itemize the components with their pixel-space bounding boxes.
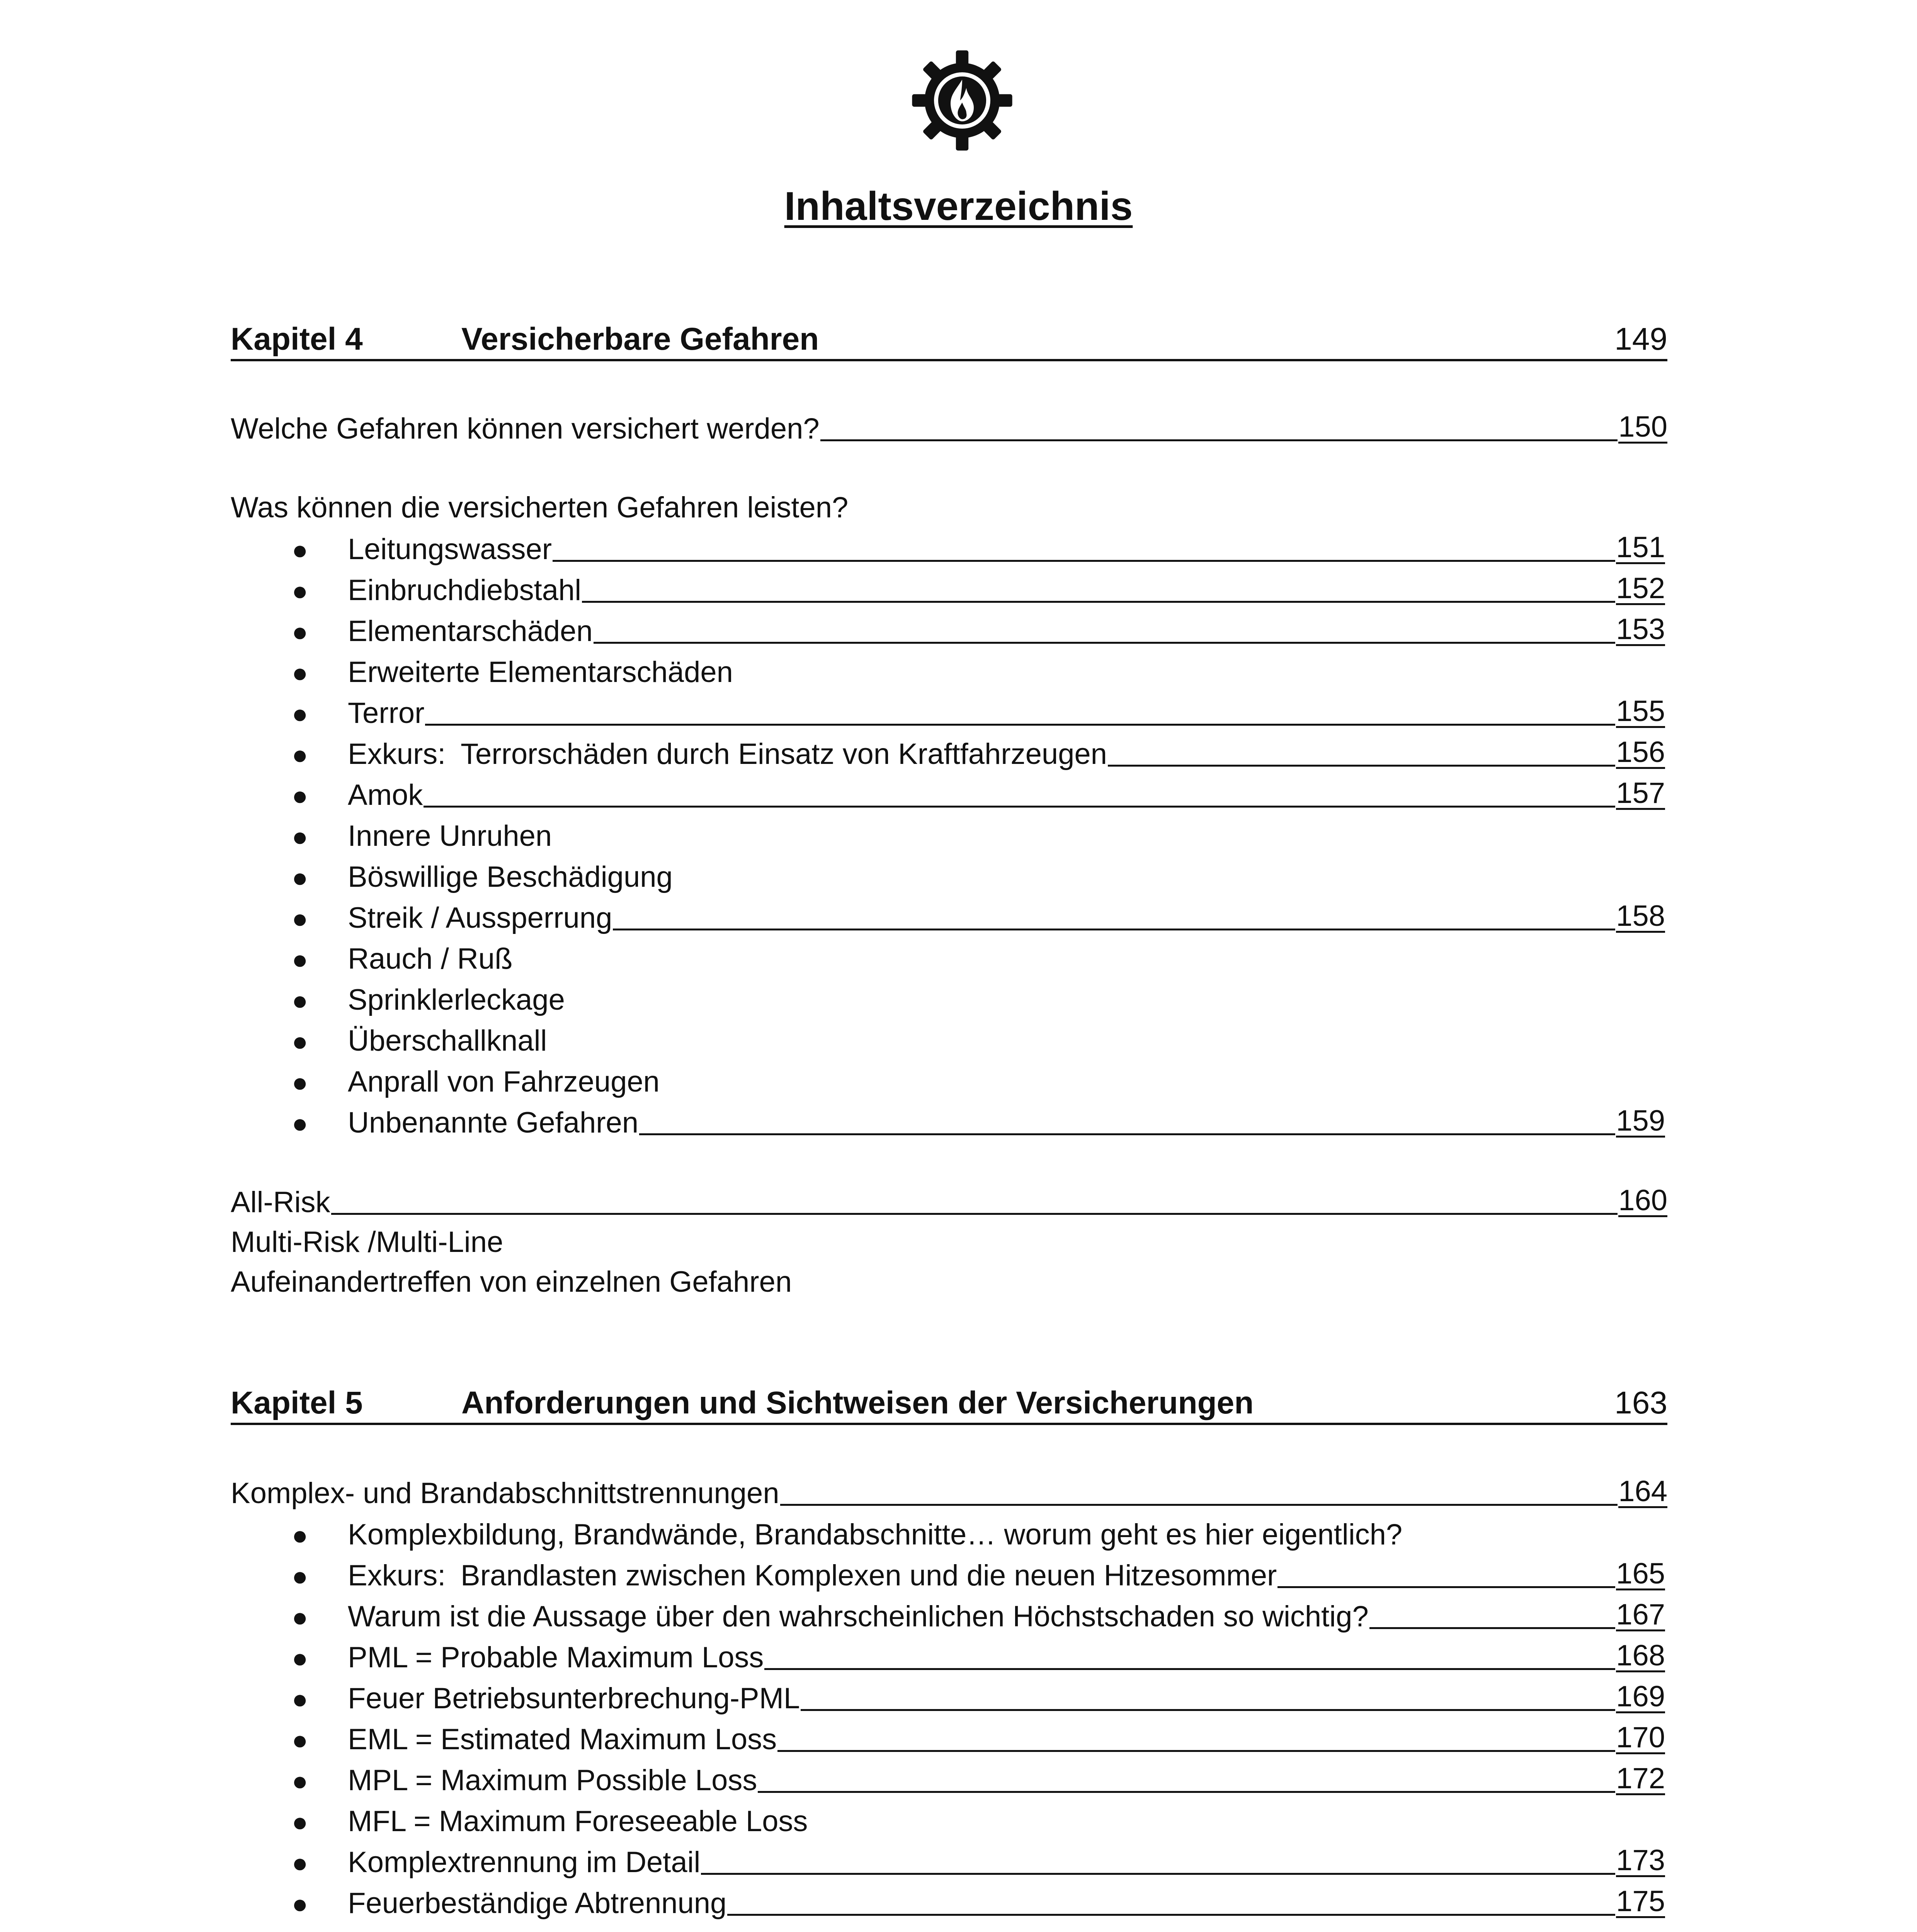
toc-subentry[interactable] (348, 1638, 1665, 1675)
entry-title: Böswillige Beschädigung (348, 861, 673, 893)
bullet-icon: ● (292, 1807, 308, 1837)
entry-title: Überschallknall (348, 1024, 547, 1057)
page-number: 155 (1616, 695, 1665, 728)
entry-text (348, 1807, 808, 1838)
bullet-icon: ● (292, 740, 308, 770)
bullet-icon: ● (292, 944, 308, 975)
leader-line (639, 1133, 1615, 1135)
leader-line (701, 1873, 1615, 1875)
toc-subentry[interactable] (348, 1556, 1665, 1593)
leader-line (424, 806, 1615, 808)
entry-text (348, 985, 565, 1017)
entry-text (231, 1228, 503, 1259)
page-number: 151 (1616, 531, 1665, 564)
leader-line (819, 359, 1614, 361)
entry-text (348, 1848, 700, 1879)
bullet-icon: ● (292, 1026, 308, 1056)
toc-subentry[interactable] (348, 939, 1665, 976)
chapter-heading[interactable] (231, 1383, 1667, 1425)
entry-text (348, 1766, 757, 1798)
toc-subentry[interactable] (348, 775, 1665, 812)
leader-line (764, 1668, 1615, 1670)
bullet-icon: ● (292, 1848, 308, 1878)
entry-text (348, 1889, 726, 1920)
bullet-icon: ● (292, 1520, 308, 1550)
bullet-icon: ● (292, 1889, 308, 1919)
entry-text (348, 1725, 777, 1757)
page-number: 153 (1616, 613, 1665, 646)
toc-subentry[interactable] (348, 652, 1665, 689)
entry-text (348, 781, 423, 812)
toc-entry[interactable] (231, 488, 1667, 525)
toc-subentry[interactable] (348, 570, 1665, 607)
chapter-title: Anforderungen und Sichtweisen der Versicherungen (461, 1385, 1254, 1425)
page-number: 158 (1616, 900, 1665, 932)
leader-line (758, 1791, 1615, 1793)
bullet-icon: ● (292, 1602, 308, 1632)
entry-text (348, 740, 1107, 771)
entry-title: Multi-Risk /Multi-Line (231, 1226, 503, 1259)
entry-text (231, 1479, 779, 1510)
toc-entry[interactable] (231, 409, 1667, 446)
entry-text (348, 903, 612, 935)
page-number: 159 (1616, 1104, 1665, 1137)
toc-subentry[interactable] (348, 898, 1665, 935)
page-number: 160 (1618, 1184, 1667, 1217)
bullet-icon: ● (292, 1108, 308, 1138)
page-number: 149 (1614, 321, 1667, 361)
page-number: 172 (1616, 1762, 1665, 1795)
entry-text (231, 1188, 330, 1219)
toc-subentry[interactable] (348, 1760, 1665, 1798)
entry-title: Innere Unruhen (348, 820, 552, 852)
page-number: 169 (1616, 1680, 1665, 1713)
toc-subentry[interactable] (348, 816, 1665, 853)
entry-title: Komplextrennung im Detail (348, 1846, 701, 1879)
bullet-icon: ● (292, 1561, 308, 1591)
page-number: 164 (1618, 1475, 1667, 1508)
entry-text (348, 821, 552, 853)
toc-subentry[interactable] (348, 529, 1665, 566)
page-title: Inhaltsverzeichnis (784, 184, 1133, 229)
entry-text (348, 535, 552, 566)
entry-text (348, 1643, 764, 1675)
bullet-icon: ● (292, 617, 308, 647)
leader-line (553, 560, 1615, 562)
leader-line (613, 929, 1615, 930)
entry-title: Warum ist die Aussage über den wahrscheinlichen Höchstschaden so wichtig? (348, 1600, 1369, 1633)
entry-text (348, 862, 673, 894)
chapter-heading[interactable] (231, 319, 1667, 361)
entry-title: Komplex- und Brandabschnittstrennungen (231, 1477, 779, 1510)
entry-prefix: Exkurs: (348, 1559, 446, 1592)
entry-title: EML = Estimated Maximum Loss (348, 1723, 777, 1756)
leader-line (1369, 1627, 1615, 1629)
toc-subentry[interactable] (348, 1021, 1665, 1058)
page-number: 167 (1616, 1598, 1665, 1631)
toc-subentry[interactable] (348, 611, 1665, 648)
bullet-icon: ● (292, 1684, 308, 1714)
page-number: 165 (1616, 1557, 1665, 1590)
toc-subentry[interactable] (348, 1719, 1665, 1757)
leader-line (727, 1914, 1615, 1916)
bullet-icon: ● (292, 781, 308, 811)
chapter-number: Kapitel 4 (231, 321, 461, 361)
page-number: 170 (1616, 1721, 1665, 1754)
entry-title: Leitungswasser (348, 533, 552, 566)
entry-title: Erweiterte Elementarschäden (348, 656, 733, 689)
leader-line (1254, 1423, 1614, 1425)
leader-line (1277, 1586, 1615, 1588)
toc-subentry[interactable] (348, 1801, 1665, 1838)
entry-title: Elementarschäden (348, 615, 593, 648)
bullet-icon: ● (292, 576, 308, 606)
entry-text (348, 1520, 1402, 1552)
toc-subentry[interactable] (348, 1679, 1665, 1716)
toc-subentry[interactable] (348, 1883, 1665, 1920)
entry-title: Anprall von Fahrzeugen (348, 1065, 660, 1098)
entry-title: Rauch / Ruß (348, 942, 513, 975)
chapter-number: Kapitel 5 (231, 1385, 461, 1425)
entry-title: Terrorschäden durch Einsatz von Kraftfahrzeugen (461, 738, 1107, 770)
bullet-icon: ● (292, 658, 308, 688)
page-number: 175 (1616, 1885, 1665, 1918)
toc-entry[interactable] (231, 1182, 1667, 1219)
leader-line (594, 642, 1615, 644)
entry-text (348, 1108, 638, 1140)
toc-subentry[interactable] (348, 1597, 1665, 1634)
toc-entry[interactable] (231, 1222, 1667, 1259)
toc-subentry[interactable] (348, 1062, 1665, 1099)
toc-subentry[interactable] (348, 1842, 1665, 1879)
leader-line (777, 1750, 1615, 1752)
page-number: 152 (1616, 572, 1665, 605)
leader-line (820, 439, 1618, 441)
leader-line (780, 1504, 1618, 1506)
entry-title: Welche Gefahren können versichert werden? (231, 412, 820, 445)
page-number: 173 (1616, 1844, 1665, 1877)
entry-title: PML = Probable Maximum Loss (348, 1641, 764, 1674)
leader-line (331, 1213, 1618, 1215)
leader-line (1108, 765, 1615, 767)
toc-subentry[interactable] (348, 1103, 1665, 1140)
entry-text (348, 699, 424, 730)
entry-text (348, 1067, 660, 1099)
leader-line (582, 601, 1615, 603)
page-number: 150 (1618, 410, 1667, 443)
entry-title: Streik / Aussperrung (348, 901, 612, 934)
leader-line (425, 724, 1615, 726)
entry-title: Unbenannte Gefahren (348, 1106, 639, 1139)
entry-title: All-Risk (231, 1186, 330, 1219)
entry-text (231, 1267, 792, 1299)
toc-subentry[interactable] (348, 980, 1665, 1017)
toc-entry[interactable] (231, 1262, 1667, 1299)
entry-text (348, 1602, 1369, 1634)
chapter-title: Versicherbare Gefahren (461, 321, 819, 361)
entry-title: Feuerbeständige Abtrennung (348, 1887, 727, 1920)
entry-text (348, 1561, 1277, 1593)
toc-subentry[interactable] (348, 734, 1665, 771)
page-number: 157 (1616, 777, 1665, 810)
entry-text (231, 493, 848, 525)
bullet-icon: ● (292, 699, 308, 729)
entry-title: Terror (348, 697, 425, 730)
page-number: 168 (1616, 1639, 1665, 1672)
entry-prefix: Exkurs: (348, 738, 446, 770)
toc-entry[interactable] (231, 1473, 1667, 1510)
bullet-icon: ● (292, 1725, 308, 1755)
entry-title: Brandlasten zwischen Komplexen und die neuen Hitzesommer (461, 1559, 1277, 1592)
bullet-icon: ● (292, 1067, 308, 1097)
bullet-icon: ● (292, 1643, 308, 1673)
entry-title: Aufeinandertreffen von einzelnen Gefahren (231, 1265, 792, 1298)
bullet-icon: ● (292, 535, 308, 565)
entry-text (348, 1684, 800, 1716)
entry-title: Amok (348, 779, 423, 811)
entry-text (348, 658, 733, 689)
bullet-icon: ● (292, 1766, 308, 1796)
bullet-icon: ● (292, 821, 308, 852)
leader-line (801, 1709, 1615, 1711)
entry-title: Komplexbildung, Brandwände, Brandabschnitte… worum geht es hier eigentlich? (348, 1518, 1403, 1551)
page-number: 163 (1614, 1385, 1667, 1425)
entry-title: Was können die versicherten Gefahren leisten? (231, 491, 849, 524)
bullet-icon: ● (292, 903, 308, 934)
bullet-icon: ● (292, 985, 308, 1015)
entry-title: MFL = Maximum Foreseeable Loss (348, 1805, 808, 1838)
entry-text (348, 1026, 547, 1058)
entry-text (348, 944, 513, 976)
toc-subentry[interactable] (348, 693, 1665, 730)
entry-text (348, 617, 593, 648)
entry-text (231, 414, 820, 446)
toc-subentry[interactable] (348, 857, 1665, 894)
entry-text (348, 576, 581, 607)
bullet-icon: ● (292, 862, 308, 893)
entry-title: Sprinklerleckage (348, 983, 565, 1016)
toc-subentry[interactable] (348, 1515, 1665, 1552)
page-number: 156 (1616, 736, 1665, 769)
entry-title: Einbruchdiebstahl (348, 574, 582, 607)
entry-title: MPL = Maximum Possible Loss (348, 1764, 757, 1797)
entry-title: Feuer Betriebsunterbrechung-PML (348, 1682, 800, 1715)
